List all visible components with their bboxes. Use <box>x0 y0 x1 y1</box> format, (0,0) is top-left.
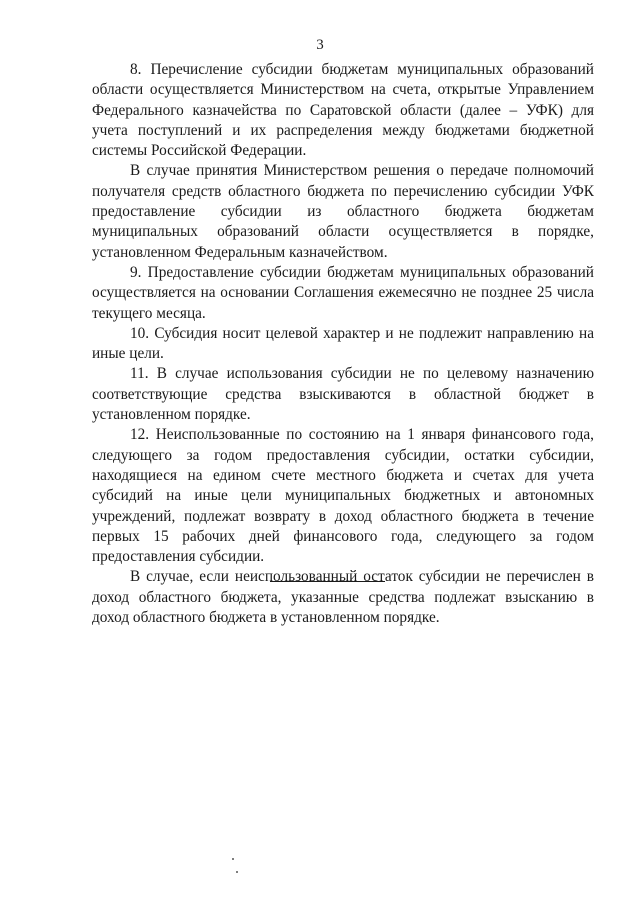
scan-speck <box>236 871 238 873</box>
document-body <box>92 60 594 628</box>
scan-speck <box>232 858 234 860</box>
paragraph-8-continued: В случае принятия Министерством решения о передаче полномочий получателя средств областного бюджета по перечислению субсидии УФК предоставление субсидии из областного бюджета бюджетам муниципальных образований области осуществляется в порядке, установленном Федеральным казначейством. <box>92 162 594 261</box>
paragraph-12-continued: В случае, если неиспользованный остаток субсидии не перечислен в доход областного бюджета, указанные средства подлежат взысканию в доход областного бюджета в установленном порядке. <box>92 568 594 627</box>
paragraph-8: 8. Перечисление субсидии бюджетам муниципальных образований области осуществляется Министерством на счета, открытые Управлением Федерального казначейства по Саратовской области (далее – УФК) для учета поступлений и их распределения между бюджетами бюджетной системы Российской Федерации. <box>92 61 594 160</box>
paragraph-10: 10. Субсидия носит целевой характер и не подлежит направлению на иные цели. <box>92 324 594 363</box>
paragraph-9: 9. Предоставление субсидии бюджетам муниципальных образований осуществляется на основании Соглашения ежемесячно не позднее 25 числа текущего месяца. <box>92 263 594 322</box>
page-number: 3 <box>316 37 324 53</box>
paragraph-11: 11. В случае использования субсидии не по целевому назначению соответствующие средства взыскиваются в областной бюджет в установленном порядке. <box>92 365 594 424</box>
paragraph-12: 12. Неиспользованные по состоянию на 1 января финансового года, следующего за годом предоставления субсидии, остатки субсидии, находящиеся на едином счете местного бюджета и счетах для учета субсидий на иные цели муниципальных бюджетных и автономных учреждений, подлежат возврату в доход областного бюджета в течение первых 15 рабочих дней финансового года, следующего за годом предоставления субсидии. <box>92 426 594 566</box>
end-separator-line <box>270 581 385 582</box>
